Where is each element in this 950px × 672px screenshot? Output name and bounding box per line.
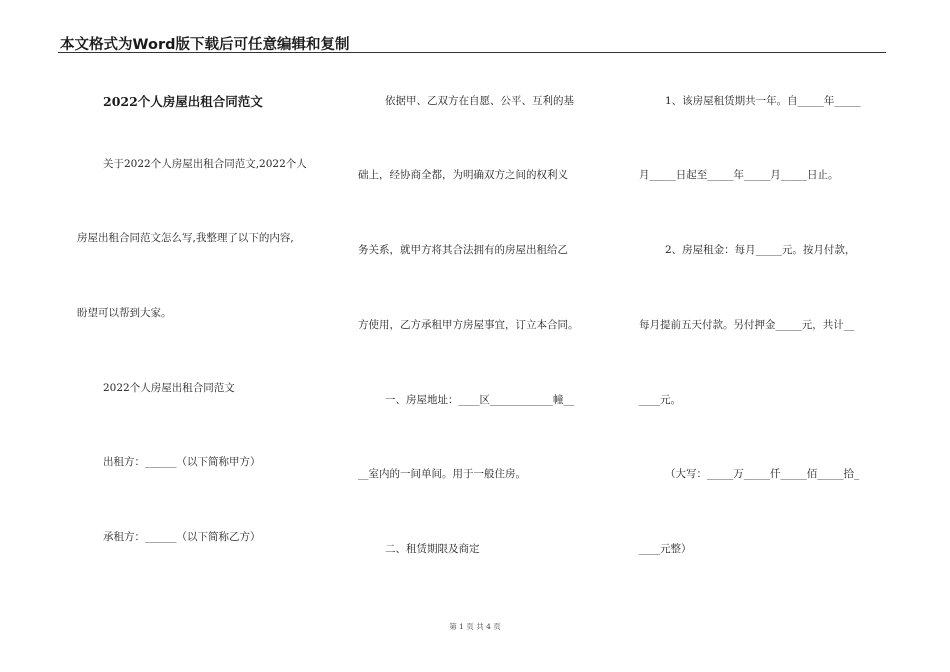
column2-line: 依据甲、乙双方在自愿、公平、互利的基 <box>385 95 574 107</box>
column1-line: 房屋出租合同范文怎么写,我整理了以下的内容, <box>77 232 294 244</box>
column3-line: 每月提前五天付款。另付押金_____元，共计__ <box>639 319 855 331</box>
column2-line: 一、房屋地址：____区____________幢__ <box>385 394 574 406</box>
column2-line: 二、租赁期限及商定 <box>385 543 480 555</box>
column1-line: 出租方：______（以下简称甲方） <box>103 456 261 468</box>
column2-line: 础上，经协商全都，为明确双方之间的权利义 <box>358 169 568 181</box>
column3-line: ____元。 <box>639 394 681 406</box>
column3-line: 月_____日起至_____年_____月_____日止。 <box>639 169 839 181</box>
column1-line: 盼望可以帮到大家。 <box>77 307 172 319</box>
column3-line: 2、房屋租金：每月_____元。按月付款， <box>665 244 856 256</box>
header-divider <box>58 52 886 53</box>
column3-line: （大写：_____万_____仟_____佰_____拾_ <box>665 468 860 480</box>
column1-line: 2022个人房屋出租合同范文 <box>103 382 235 394</box>
column1-line: 承租方：______（以下简称乙方） <box>103 531 261 543</box>
header-title: 本文格式为Word版下载后可任意编辑和复制 <box>60 37 350 53</box>
column1-line: 关于2022个人房屋出租合同范文,2022个人 <box>103 158 307 170</box>
column2-line: 方使用，乙方承租甲方房屋事宜，订立本合同。 <box>358 319 579 331</box>
column3-line: 1、该房屋租赁期共一年。自_____年_____ <box>665 95 861 107</box>
column2-line: __室内的一间单间。用于一般住房。 <box>358 468 526 480</box>
column3-line: ____元整） <box>639 543 692 555</box>
document-title: 2022个人房屋出租合同范文 <box>103 94 263 109</box>
page-number: 第 1 页 共 4 页 <box>449 622 501 631</box>
column2-line: 务关系，就甲方将其合法拥有的房屋出租给乙 <box>358 244 568 256</box>
